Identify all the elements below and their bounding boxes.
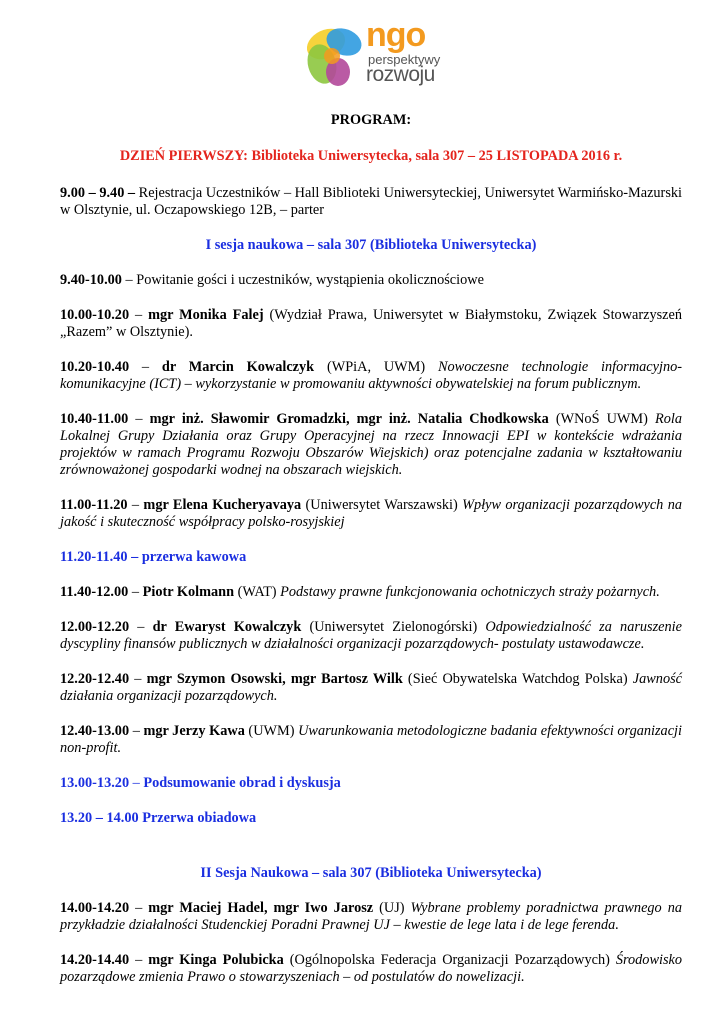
talk-topic: Uwarunkowania metodologiczne badania efektywności organizacji non-profit. <box>60 723 682 756</box>
agenda-item <box>60 497 682 531</box>
agenda-item <box>60 671 682 705</box>
logo-ngo-text: ngo <box>366 16 426 54</box>
section-spacer <box>60 845 682 865</box>
agenda-separator: – <box>129 619 153 635</box>
agenda-item <box>60 307 682 341</box>
agenda-time: 11.00-11.20 <box>60 497 128 513</box>
speaker-name: mgr inż. Sławomir Gromadzki, mgr inż. Natalia Chodkowska <box>149 411 549 427</box>
agenda-separator: – <box>129 900 149 916</box>
talk-topic: Środowisko pozarządowe zmienia Prawo o stowarzyszeniach – od postulatów do nowelizacji. <box>60 952 683 985</box>
talk-topic: Nowoczesne technologie informacyjno-komunikacyjne (ICT) – wykorzystanie w promowaniu aktywności obywatelskiej na forum publicznym. <box>60 359 683 392</box>
agenda-item <box>60 952 682 986</box>
agenda-time: 10.40-11.00 <box>60 411 129 427</box>
day-one-heading: DZIEŃ PIERWSZY: Biblioteka Uniwersytecka, sala 307 – 25 LISTOPADA 2016 r. <box>119 148 623 164</box>
agenda-separator: – <box>121 272 137 288</box>
logo-perspektywy-text: perspektywy <box>368 52 441 67</box>
agenda-separator: – <box>129 952 149 968</box>
agenda-item <box>60 584 682 601</box>
logo-rozwoju-text: rozwoju <box>366 63 435 86</box>
agenda-item <box>60 900 682 934</box>
program-document <box>60 112 682 1004</box>
program-title: PROGRAM: <box>330 112 412 128</box>
talk-topic: Rola Lokalnej Grupy Działania oraz Grupy Operacyjnej na rzecz Innowacji EPI w kontekście wdrażania projektów w ramach Programu Rozwoju Obszarów Wiejskich) oraz potencjalne zadania w kształtowaniu zrównoważonej gospodarki wodnej na obszarach wiejskich. <box>60 411 682 478</box>
agenda-separator: – <box>129 307 149 323</box>
agenda-item <box>60 723 682 757</box>
ngo-logo-mark-icon <box>300 22 370 92</box>
registration-text: Rejestracja Uczestników – Hall Biblioteki Uniwersyteckiej, Uniwersytet Warmińsko-Mazurski w Olsztynie, ul. Oczapowskiego 12B, – parter <box>60 185 683 218</box>
session-one-heading: I sesja naukowa – sala 307 (Biblioteka Uniwersytecka) <box>205 237 537 253</box>
talk-topic: Odpowiedzialność za naruszenie dyscypliny finansów publicznych w działalności organizacji pozarządowych- postulaty ustawodawcze. <box>60 619 682 652</box>
speaker-name: dr Marcin Kowalczyk <box>161 359 315 375</box>
agenda-description: Powitanie gości i uczestników, wystąpienia okolicznościowe <box>136 272 484 288</box>
agenda-time: 14.20-14.40 <box>60 952 130 968</box>
summary-separator: – <box>129 775 144 791</box>
speaker-affiliation: (Wydział Prawa, Uniwersytet w Białymstoku, Związek Stowarzyszeń „Razem” w Olsztynie). <box>60 307 683 340</box>
agenda-separator: – <box>129 671 147 687</box>
talk-topic: Jawność działania organizacji pozarządowych. <box>60 671 683 704</box>
agenda-time: 14.00-14.20 <box>60 900 130 916</box>
agenda-item <box>60 359 682 393</box>
speaker-name: Piotr Kolmann <box>142 584 235 600</box>
agenda-separator: – <box>128 411 150 427</box>
summary-item <box>60 775 682 792</box>
speaker-name: mgr Elena Kucheryavaya <box>143 497 302 513</box>
speaker-name: mgr Kinga Polubicka <box>148 952 284 968</box>
agenda-time: 12.00-12.20 <box>60 619 130 635</box>
speaker-affiliation: (Ogólnopolska Federacja Organizacji Pozarządowych) <box>283 952 616 968</box>
speaker-affiliation: (Uniwersytet Zielonogórski) <box>301 619 486 635</box>
registration-time: 9.00 – 9.40 – <box>60 185 136 201</box>
summary-time: 13.00-13.20 <box>60 775 130 791</box>
speaker-affiliation: (WAT) <box>234 584 281 600</box>
ngo-logo <box>300 16 450 92</box>
agenda-item <box>60 272 682 289</box>
agenda-time: 12.20-12.40 <box>60 671 130 687</box>
agenda-separator: – <box>127 497 144 513</box>
agenda-item <box>60 619 682 653</box>
session-two-heading: II Sesja Naukowa – sala 307 (Biblioteka Uniwersytecka) <box>200 865 542 881</box>
talk-topic: Wpływ organizacji pozarządowych na jakość i skuteczność współpracy polsko-rosyjskiej <box>60 497 682 530</box>
talk-topic: Podstawy prawne funkcjonowania ochotniczych straży pożarnych. <box>280 584 660 600</box>
registration-item <box>60 185 682 219</box>
lunch-break: 13.20 – 14.00 Przerwa obiadowa <box>60 810 257 826</box>
agenda-item <box>60 411 682 479</box>
speaker-affiliation: (Sieć Obywatelska Watchdog Polska) <box>402 671 633 687</box>
speaker-affiliation: (UWM) <box>244 723 299 739</box>
summary-text: Podsumowanie obrad i dyskusja <box>143 775 341 791</box>
agenda-separator: – <box>129 359 162 375</box>
speaker-name: dr Ewaryst Kowalczyk <box>152 619 302 635</box>
talk-topic: Wybrane problemy poradnictwa prawnego na przykładzie działalności Studenckiej Poradni Prawnej UJ – kwestie de lege lata i de lege ferenda. <box>60 900 682 933</box>
agenda-time: 10.00-10.20 <box>60 307 130 323</box>
agenda-separator: – <box>129 723 144 739</box>
coffee-break: 11.20-11.40 – przerwa kawowa <box>60 549 247 565</box>
speaker-affiliation: (Uniwersytet Warszawski) <box>301 497 463 513</box>
agenda-time: 11.40-12.00 <box>60 584 129 600</box>
speaker-name: mgr Szymon Osowski, mgr Bartosz Wilk <box>146 671 403 687</box>
agenda-time: 12.40-13.00 <box>60 723 130 739</box>
speaker-affiliation: (WNoŚ UWM) <box>548 411 655 427</box>
speaker-name: mgr Maciej Hadel, mgr Iwo Jarosz <box>148 900 374 916</box>
agenda-time: 10.20-10.40 <box>60 359 130 375</box>
speaker-name: mgr Monika Falej <box>148 307 264 323</box>
speaker-affiliation: (WPiA, UWM) <box>314 359 438 375</box>
agenda-time: 9.40-10.00 <box>60 272 122 288</box>
speaker-name: mgr Jerzy Kawa <box>143 723 245 739</box>
agenda-separator: – <box>128 584 143 600</box>
speaker-affiliation: (UJ) <box>373 900 411 916</box>
